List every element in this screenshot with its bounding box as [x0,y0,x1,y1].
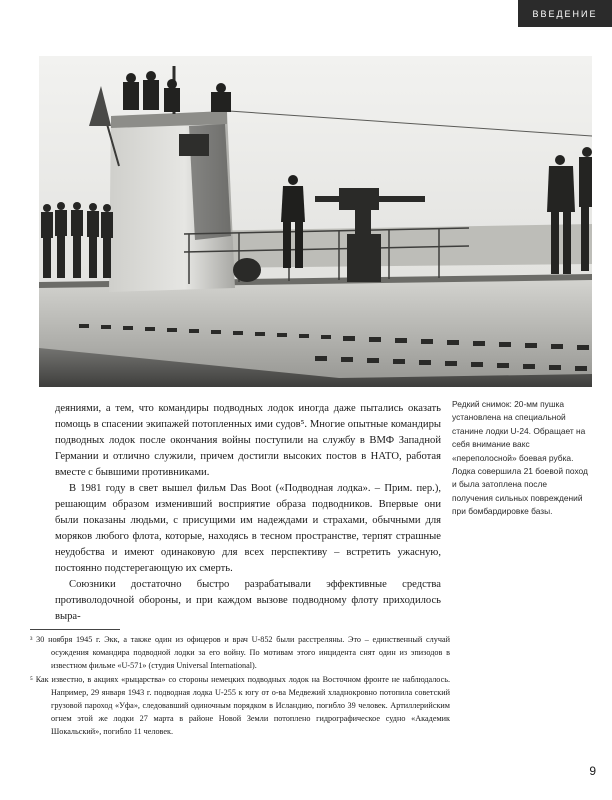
body-text [55,401,441,625]
submarine-photo [39,56,592,387]
paragraph: Союзники достаточно быстро разрабатывали эффективные средства противолодочной обороны, и при каждом вызове подводному флоту приходилось выра- [55,579,441,622]
section-label: ВВЕДЕНИЕ [518,0,612,27]
footnote: ³ 30 ноября 1945 г. Экк, а также один из офицеров и врач U-852 были расстреляны. Это – единственный случай осуждения командира подводной лодки за его войну. По мотивам этого инцидента снят один из эпизодов в известном фильме «U-571» (студия Universal International). [30,635,450,671]
footnote-divider [30,629,120,630]
footnote: ⁵ Как известно, в акциях «рыцарства» со стороны немецких подводных лодок на Восточном фронте не наблюдалось. Например, 29 января 1943 г. подводная лодка U-255 к югу от о-ва Медвежий хладнокровно потопила советский грузовой пароход «Уфа», следовавший одиночным порядком в Исландию, погибло 39 человек. Артиллерийским огнем этой же лодки 27 марта в районе Новой Земли потоплено гидрографическое судно «Академик Шокальский», погибло 11 человек. [30,674,450,737]
footnotes [30,633,450,739]
paragraph: В 1981 году в свет вышел фильм Das Boot («Подводная лодка». – Прим. пер.), решающим образом изменивший восприятие образа подводников. Впервые они были показаны людьми, с присущими им надеждами и страхами, обычными для моряков любого флота, которые, находясь в тесном пространстве, терпят страшные неудобства и имеют одинаковую для всех перспективу – встретить ужасную, постоянно подстерегающую их смерть. [55,483,441,574]
page-number: 9 [589,764,596,778]
photo-caption: Редкий снимок: 20-мм пушка установлена на специальной станине лодки U-24. Обращает на себя внимание вакс «переполосной» боевая рубка. Лодка совершила 21 боевой поход и была затоплена после получения сильных повреждений при бомбардировке базы. [452,399,588,517]
paragraph: деяниями, а тем, что командиры подводных лодок иногда даже пытались оказать помощь в спасении экипажей потопленных ими судов⁵. Многие опытные командиры подводных лодок после окончания войны поступили на службу в ВМФ Западной Германии и отлично служили, причем достигли высоких постов в НАТО, работая вместе с бывшими противниками. [55,403,441,478]
